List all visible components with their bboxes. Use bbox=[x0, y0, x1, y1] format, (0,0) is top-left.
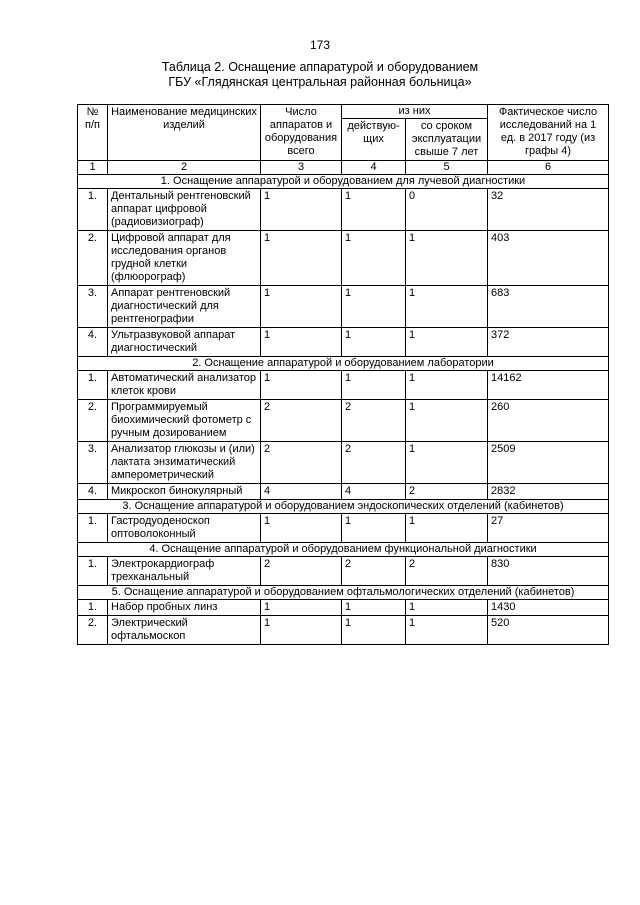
section-title: 2. Оснащение аппаратурой и оборудованием лаборатории bbox=[78, 357, 609, 371]
header-total: Число аппаратов и оборудования всего bbox=[261, 105, 342, 161]
header-num: № п/п bbox=[78, 105, 108, 161]
cell-name: Ультразвуковой аппарат диагностический bbox=[108, 328, 261, 357]
column-number: 2 bbox=[108, 161, 261, 175]
cell-active: 1 bbox=[342, 600, 406, 616]
cell-studies: 2509 bbox=[488, 442, 609, 484]
table-row bbox=[78, 328, 609, 357]
section-title: 3. Оснащение аппаратурой и оборудованием эндоскопических отделений (кабинетов) bbox=[78, 500, 609, 514]
cell-num: 1. bbox=[78, 514, 108, 543]
cell-old: 1 bbox=[406, 600, 488, 616]
table-row bbox=[78, 442, 609, 484]
cell-total: 1 bbox=[261, 189, 342, 231]
cell-active: 1 bbox=[342, 616, 406, 645]
cell-num: 4. bbox=[78, 328, 108, 357]
cell-old: 1 bbox=[406, 616, 488, 645]
cell-num: 3. bbox=[78, 442, 108, 484]
cell-total: 2 bbox=[261, 557, 342, 586]
column-number: 3 bbox=[261, 161, 342, 175]
cell-old: 1 bbox=[406, 286, 488, 328]
cell-total: 2 bbox=[261, 442, 342, 484]
cell-studies: 2832 bbox=[488, 484, 609, 500]
cell-total: 4 bbox=[261, 484, 342, 500]
section-row bbox=[78, 500, 609, 514]
table-title-line2: ГБУ «Глядянская центральная районная больница» bbox=[168, 75, 472, 89]
cell-old: 1 bbox=[406, 371, 488, 400]
column-numbers-row bbox=[78, 161, 609, 175]
cell-studies: 14162 bbox=[488, 371, 609, 400]
cell-total: 1 bbox=[261, 616, 342, 645]
cell-num: 1. bbox=[78, 371, 108, 400]
cell-total: 1 bbox=[261, 286, 342, 328]
section-title: 5. Оснащение аппаратурой и оборудованием офтальмологических отделений (кабинетов) bbox=[78, 586, 609, 600]
page-number: 173 bbox=[309, 38, 331, 52]
section-row bbox=[78, 175, 609, 189]
cell-total: 1 bbox=[261, 328, 342, 357]
cell-name: Набор пробных линз bbox=[108, 600, 261, 616]
cell-num: 1. bbox=[78, 600, 108, 616]
header-old: со сроком эксплуатации свыше 7 лет bbox=[406, 119, 488, 161]
column-number: 1 bbox=[78, 161, 108, 175]
table-row bbox=[78, 371, 609, 400]
cell-total: 2 bbox=[261, 400, 342, 442]
cell-name: Электрокардиограф трехканальный bbox=[108, 557, 261, 586]
cell-studies: 520 bbox=[488, 616, 609, 645]
cell-old: 2 bbox=[406, 484, 488, 500]
cell-old: 1 bbox=[406, 514, 488, 543]
cell-total: 1 bbox=[261, 514, 342, 543]
cell-name: Аппарат рентгеновский диагностический для рентгенографии bbox=[108, 286, 261, 328]
table-row bbox=[78, 600, 609, 616]
cell-studies: 1430 bbox=[488, 600, 609, 616]
cell-active: 2 bbox=[342, 400, 406, 442]
table-row bbox=[78, 286, 609, 328]
cell-num: 3. bbox=[78, 286, 108, 328]
cell-old: 1 bbox=[406, 400, 488, 442]
cell-studies: 260 bbox=[488, 400, 609, 442]
cell-active: 2 bbox=[342, 442, 406, 484]
cell-num: 2. bbox=[78, 616, 108, 645]
cell-name: Цифровой аппарат для исследования органов грудной клетки (флюорограф) bbox=[108, 231, 261, 286]
table-title-line1: Таблица 2. Оснащение аппаратурой и оборудованием bbox=[161, 60, 479, 74]
cell-studies: 403 bbox=[488, 231, 609, 286]
cell-num: 1. bbox=[78, 189, 108, 231]
cell-num: 2. bbox=[78, 400, 108, 442]
table-row bbox=[78, 189, 609, 231]
table-row bbox=[78, 400, 609, 442]
section-title: 4. Оснащение аппаратурой и оборудованием функциональной диагностики bbox=[78, 543, 609, 557]
column-number: 5 bbox=[406, 161, 488, 175]
cell-studies: 32 bbox=[488, 189, 609, 231]
column-number: 4 bbox=[342, 161, 406, 175]
header-of-them: из них bbox=[342, 105, 488, 119]
cell-name: Электрический офтальмоскоп bbox=[108, 616, 261, 645]
cell-old: 0 bbox=[406, 189, 488, 231]
cell-total: 1 bbox=[261, 231, 342, 286]
table-title bbox=[0, 60, 640, 90]
cell-active: 1 bbox=[342, 328, 406, 357]
cell-num: 2. bbox=[78, 231, 108, 286]
cell-active: 2 bbox=[342, 557, 406, 586]
table-row bbox=[78, 484, 609, 500]
cell-studies: 683 bbox=[488, 286, 609, 328]
cell-total: 1 bbox=[261, 600, 342, 616]
section-title: 1. Оснащение аппаратурой и оборудованием для лучевой диагностики bbox=[78, 175, 609, 189]
table-row bbox=[78, 231, 609, 286]
section-row bbox=[78, 357, 609, 371]
cell-active: 4 bbox=[342, 484, 406, 500]
header-studies: Фактическое число исследований на 1 ед. в 2017 году (из графы 4) bbox=[488, 105, 609, 161]
cell-studies: 830 bbox=[488, 557, 609, 586]
cell-old: 1 bbox=[406, 328, 488, 357]
column-number: 6 bbox=[488, 161, 609, 175]
equipment-table bbox=[77, 104, 609, 645]
cell-name: Микроскоп бинокулярный bbox=[108, 484, 261, 500]
cell-old: 1 bbox=[406, 231, 488, 286]
cell-active: 1 bbox=[342, 514, 406, 543]
section-row bbox=[78, 543, 609, 557]
cell-total: 1 bbox=[261, 371, 342, 400]
cell-active: 1 bbox=[342, 231, 406, 286]
cell-name: Дентальный рентгеновский аппарат цифровой (радиовизиограф) bbox=[108, 189, 261, 231]
cell-active: 1 bbox=[342, 286, 406, 328]
cell-active: 1 bbox=[342, 189, 406, 231]
table-row bbox=[78, 514, 609, 543]
cell-old: 2 bbox=[406, 557, 488, 586]
cell-name: Программируемый биохимический фотометр с ручным дозированием bbox=[108, 400, 261, 442]
cell-active: 1 bbox=[342, 371, 406, 400]
header-active: действую-щих bbox=[342, 119, 406, 161]
cell-studies: 372 bbox=[488, 328, 609, 357]
table-row bbox=[78, 557, 609, 586]
cell-old: 1 bbox=[406, 442, 488, 484]
header-name: Наименование медицинских изделий bbox=[108, 105, 261, 161]
cell-name: Гастродуоденоскоп оптоволоконный bbox=[108, 514, 261, 543]
cell-name: Автоматический анализатор клеток крови bbox=[108, 371, 261, 400]
cell-num: 1. bbox=[78, 557, 108, 586]
cell-num: 4. bbox=[78, 484, 108, 500]
cell-name: Анализатор глюкозы и (или) лактата энзиматический амперометрический bbox=[108, 442, 261, 484]
cell-studies: 27 bbox=[488, 514, 609, 543]
section-row bbox=[78, 586, 609, 600]
table-body bbox=[78, 175, 609, 645]
table-row bbox=[78, 616, 609, 645]
